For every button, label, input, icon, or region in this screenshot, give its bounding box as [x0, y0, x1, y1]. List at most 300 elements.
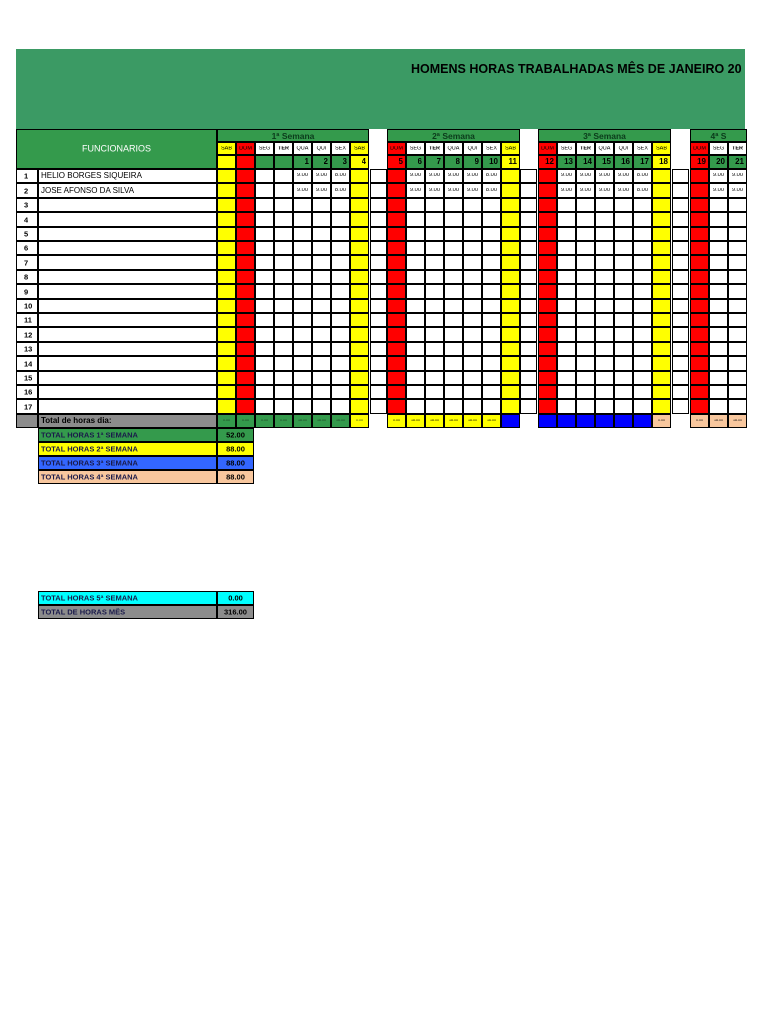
hours-cell[interactable] — [463, 371, 482, 385]
hours-cell[interactable] — [293, 198, 312, 212]
employee-name-cell[interactable] — [38, 212, 217, 227]
hours-cell[interactable] — [652, 371, 671, 385]
hours-cell[interactable] — [709, 399, 728, 414]
gap-cell[interactable] — [520, 270, 537, 284]
gap-cell[interactable] — [672, 342, 689, 356]
hours-cell[interactable] — [274, 169, 293, 183]
day-total-cell[interactable] — [312, 414, 331, 428]
gap-cell[interactable] — [520, 284, 537, 299]
hours-cell[interactable] — [312, 371, 331, 385]
day-total-cell[interactable] — [444, 414, 463, 428]
hours-cell[interactable] — [444, 327, 463, 342]
hours-cell[interactable] — [538, 327, 557, 342]
gap-cell[interactable] — [520, 255, 537, 270]
hours-cell[interactable] — [557, 327, 576, 342]
hours-cell[interactable] — [690, 399, 709, 414]
day-total-cell[interactable] — [501, 414, 520, 428]
hours-cell[interactable] — [576, 183, 595, 198]
hours-cell[interactable] — [387, 270, 406, 284]
hours-cell[interactable] — [444, 227, 463, 241]
hours-cell[interactable] — [690, 342, 709, 356]
day-total-cell[interactable] — [709, 414, 728, 428]
hours-cell[interactable] — [576, 327, 595, 342]
summary-label-cell[interactable] — [38, 442, 217, 456]
day-number-cell[interactable] — [690, 155, 709, 169]
gap-cell[interactable] — [370, 241, 387, 255]
day-abbr-cell[interactable] — [709, 142, 728, 155]
hours-cell[interactable] — [312, 183, 331, 198]
hours-cell[interactable] — [728, 284, 747, 299]
day-abbr-cell[interactable] — [728, 142, 747, 155]
hours-cell[interactable] — [387, 227, 406, 241]
hours-cell[interactable] — [463, 241, 482, 255]
gap-cell[interactable] — [672, 270, 689, 284]
hours-cell[interactable] — [538, 385, 557, 399]
employee-name-cell[interactable] — [38, 169, 217, 183]
hours-cell[interactable] — [538, 255, 557, 270]
hours-cell[interactable] — [728, 169, 747, 183]
hours-cell[interactable] — [444, 356, 463, 371]
hours-cell[interactable] — [217, 198, 236, 212]
row-number-cell[interactable] — [16, 342, 38, 356]
hours-cell[interactable] — [217, 313, 236, 327]
day-total-cell[interactable] — [576, 414, 595, 428]
hours-cell[interactable] — [406, 241, 425, 255]
hours-cell[interactable] — [690, 371, 709, 385]
hours-cell[interactable] — [331, 371, 350, 385]
hours-cell[interactable] — [463, 183, 482, 198]
hours-cell[interactable] — [444, 212, 463, 227]
gap-cell[interactable] — [370, 327, 387, 342]
hours-cell[interactable] — [463, 385, 482, 399]
day-abbr-cell[interactable] — [482, 142, 501, 155]
day-number-cell[interactable] — [614, 155, 633, 169]
hours-cell[interactable] — [425, 399, 444, 414]
hours-cell[interactable] — [482, 385, 501, 399]
hours-cell[interactable] — [463, 198, 482, 212]
hours-cell[interactable] — [463, 169, 482, 183]
hours-cell[interactable] — [236, 399, 255, 414]
hours-cell[interactable] — [463, 270, 482, 284]
day-abbr-cell[interactable] — [274, 142, 293, 155]
employees-header[interactable] — [16, 129, 217, 169]
hours-cell[interactable] — [312, 284, 331, 299]
hours-cell[interactable] — [652, 342, 671, 356]
hours-cell[interactable] — [557, 385, 576, 399]
hours-cell[interactable] — [463, 255, 482, 270]
hours-cell[interactable] — [501, 284, 520, 299]
hours-cell[interactable] — [595, 327, 614, 342]
day-abbr-cell[interactable] — [444, 142, 463, 155]
hours-cell[interactable] — [557, 270, 576, 284]
day-number-cell[interactable] — [538, 155, 557, 169]
hours-cell[interactable] — [576, 342, 595, 356]
day-number-cell[interactable] — [217, 155, 236, 169]
hours-cell[interactable] — [293, 399, 312, 414]
hours-cell[interactable] — [482, 169, 501, 183]
hours-cell[interactable] — [406, 255, 425, 270]
gap-cell[interactable] — [370, 371, 387, 385]
hours-cell[interactable] — [728, 212, 747, 227]
day-total-cell[interactable] — [538, 414, 557, 428]
hours-cell[interactable] — [482, 342, 501, 356]
hours-cell[interactable] — [595, 342, 614, 356]
hours-cell[interactable] — [350, 284, 369, 299]
gap-cell[interactable] — [520, 356, 537, 371]
hours-cell[interactable] — [331, 356, 350, 371]
hours-cell[interactable] — [595, 212, 614, 227]
hours-cell[interactable] — [614, 183, 633, 198]
hours-cell[interactable] — [614, 284, 633, 299]
hours-cell[interactable] — [331, 212, 350, 227]
hours-cell[interactable] — [350, 299, 369, 313]
hours-cell[interactable] — [274, 385, 293, 399]
hours-cell[interactable] — [538, 299, 557, 313]
gap-cell[interactable] — [370, 385, 387, 399]
hours-cell[interactable] — [331, 198, 350, 212]
hours-cell[interactable] — [425, 385, 444, 399]
hours-cell[interactable] — [652, 299, 671, 313]
hours-cell[interactable] — [614, 371, 633, 385]
hours-cell[interactable] — [236, 270, 255, 284]
hours-cell[interactable] — [425, 183, 444, 198]
day-number-cell[interactable] — [350, 155, 369, 169]
hours-cell[interactable] — [709, 270, 728, 284]
hours-cell[interactable] — [482, 371, 501, 385]
hours-cell[interactable] — [709, 342, 728, 356]
hours-cell[interactable] — [331, 227, 350, 241]
hours-cell[interactable] — [236, 227, 255, 241]
hours-cell[interactable] — [387, 183, 406, 198]
day-total-cell[interactable] — [728, 414, 747, 428]
gap-cell[interactable] — [672, 371, 689, 385]
hours-cell[interactable] — [463, 284, 482, 299]
hours-cell[interactable] — [274, 227, 293, 241]
row-number-cell[interactable] — [16, 183, 38, 198]
hours-cell[interactable] — [482, 327, 501, 342]
hours-cell[interactable] — [595, 255, 614, 270]
gap-cell[interactable] — [520, 183, 537, 198]
gap-cell[interactable] — [520, 299, 537, 313]
hours-cell[interactable] — [690, 270, 709, 284]
hours-cell[interactable] — [236, 299, 255, 313]
hours-cell[interactable] — [463, 327, 482, 342]
hours-cell[interactable] — [576, 356, 595, 371]
hours-cell[interactable] — [406, 385, 425, 399]
hours-cell[interactable] — [425, 284, 444, 299]
hours-cell[interactable] — [444, 255, 463, 270]
gap-cell[interactable] — [520, 241, 537, 255]
hours-cell[interactable] — [633, 356, 652, 371]
hours-cell[interactable] — [463, 212, 482, 227]
hours-cell[interactable] — [255, 385, 274, 399]
employee-name-cell[interactable] — [38, 299, 217, 313]
gap-cell[interactable] — [370, 270, 387, 284]
row-number-cell[interactable] — [16, 198, 38, 212]
day-number-cell[interactable] — [709, 155, 728, 169]
hours-cell[interactable] — [425, 371, 444, 385]
hours-cell[interactable] — [482, 227, 501, 241]
employee-name-cell[interactable] — [38, 356, 217, 371]
row-number-cell[interactable] — [16, 356, 38, 371]
day-total-cell[interactable] — [293, 414, 312, 428]
gap-cell[interactable] — [520, 385, 537, 399]
hours-cell[interactable] — [406, 270, 425, 284]
summary-label-cell[interactable] — [38, 591, 217, 605]
day-abbr-cell[interactable] — [236, 142, 255, 155]
hours-cell[interactable] — [576, 284, 595, 299]
hours-cell[interactable] — [576, 399, 595, 414]
hours-cell[interactable] — [557, 255, 576, 270]
hours-cell[interactable] — [255, 212, 274, 227]
gap-cell[interactable] — [672, 227, 689, 241]
hours-cell[interactable] — [728, 299, 747, 313]
hours-cell[interactable] — [293, 327, 312, 342]
hours-cell[interactable] — [350, 212, 369, 227]
hours-cell[interactable] — [482, 255, 501, 270]
hours-cell[interactable] — [444, 313, 463, 327]
hours-cell[interactable] — [444, 342, 463, 356]
hours-cell[interactable] — [614, 212, 633, 227]
hours-cell[interactable] — [387, 371, 406, 385]
hours-cell[interactable] — [501, 299, 520, 313]
hours-cell[interactable] — [274, 356, 293, 371]
hours-cell[interactable] — [217, 385, 236, 399]
hours-cell[interactable] — [576, 169, 595, 183]
day-total-cell[interactable] — [387, 414, 406, 428]
hours-cell[interactable] — [217, 169, 236, 183]
hours-cell[interactable] — [633, 270, 652, 284]
hours-cell[interactable] — [387, 399, 406, 414]
hours-cell[interactable] — [274, 371, 293, 385]
hours-cell[interactable] — [255, 371, 274, 385]
hours-cell[interactable] — [501, 385, 520, 399]
gap-cell[interactable] — [370, 284, 387, 299]
hours-cell[interactable] — [331, 342, 350, 356]
gap-cell[interactable] — [520, 371, 537, 385]
hours-cell[interactable] — [614, 198, 633, 212]
hours-cell[interactable] — [217, 227, 236, 241]
day-total-cell[interactable] — [690, 414, 709, 428]
summary-value-cell[interactable] — [217, 470, 254, 484]
hours-cell[interactable] — [595, 227, 614, 241]
hours-cell[interactable] — [350, 385, 369, 399]
hours-cell[interactable] — [728, 371, 747, 385]
employee-name-cell[interactable] — [38, 227, 217, 241]
day-abbr-cell[interactable] — [501, 142, 520, 155]
hours-cell[interactable] — [425, 227, 444, 241]
gap-cell[interactable] — [672, 356, 689, 371]
day-number-cell[interactable] — [482, 155, 501, 169]
hours-cell[interactable] — [350, 270, 369, 284]
gap-cell[interactable] — [672, 169, 689, 183]
gap-cell[interactable] — [370, 227, 387, 241]
hours-cell[interactable] — [274, 183, 293, 198]
row-number-cell[interactable] — [16, 399, 38, 414]
hours-cell[interactable] — [557, 183, 576, 198]
gap-cell[interactable] — [672, 241, 689, 255]
hours-cell[interactable] — [576, 227, 595, 241]
day-abbr-cell[interactable] — [633, 142, 652, 155]
gap-cell[interactable] — [370, 183, 387, 198]
hours-cell[interactable] — [236, 241, 255, 255]
hours-cell[interactable] — [255, 313, 274, 327]
hours-cell[interactable] — [728, 183, 747, 198]
day-abbr-cell[interactable] — [255, 142, 274, 155]
row-number-cell[interactable] — [16, 299, 38, 313]
hours-cell[interactable] — [406, 356, 425, 371]
day-abbr-cell[interactable] — [293, 142, 312, 155]
hours-cell[interactable] — [236, 385, 255, 399]
week-header[interactable] — [690, 129, 747, 142]
hours-cell[interactable] — [614, 241, 633, 255]
hours-cell[interactable] — [614, 313, 633, 327]
summary-value-cell[interactable] — [217, 442, 254, 456]
day-number-cell[interactable] — [576, 155, 595, 169]
hours-cell[interactable] — [312, 313, 331, 327]
hours-cell[interactable] — [690, 255, 709, 270]
summary-label-cell[interactable] — [38, 428, 217, 442]
hours-cell[interactable] — [293, 371, 312, 385]
hours-cell[interactable] — [538, 227, 557, 241]
gap-cell[interactable] — [520, 313, 537, 327]
hours-cell[interactable] — [501, 183, 520, 198]
gap-cell[interactable] — [520, 212, 537, 227]
day-total-cell[interactable] — [425, 414, 444, 428]
gap-cell[interactable] — [370, 356, 387, 371]
hours-cell[interactable] — [274, 198, 293, 212]
hours-cell[interactable] — [236, 371, 255, 385]
hours-cell[interactable] — [387, 313, 406, 327]
hours-cell[interactable] — [463, 342, 482, 356]
hours-cell[interactable] — [312, 198, 331, 212]
hours-cell[interactable] — [425, 327, 444, 342]
hours-cell[interactable] — [236, 255, 255, 270]
hours-cell[interactable] — [690, 313, 709, 327]
hours-cell[interactable] — [576, 255, 595, 270]
hours-cell[interactable] — [690, 356, 709, 371]
hours-cell[interactable] — [312, 327, 331, 342]
hours-cell[interactable] — [557, 169, 576, 183]
hours-cell[interactable] — [444, 399, 463, 414]
hours-cell[interactable] — [690, 385, 709, 399]
hours-cell[interactable] — [236, 183, 255, 198]
gap-cell[interactable] — [370, 313, 387, 327]
hours-cell[interactable] — [709, 313, 728, 327]
day-number-cell[interactable] — [633, 155, 652, 169]
hours-cell[interactable] — [444, 371, 463, 385]
hours-cell[interactable] — [633, 255, 652, 270]
gap-cell[interactable] — [520, 227, 537, 241]
employee-name-cell[interactable] — [38, 385, 217, 399]
hours-cell[interactable] — [444, 270, 463, 284]
hours-cell[interactable] — [690, 241, 709, 255]
day-abbr-cell[interactable] — [690, 142, 709, 155]
row-number-cell[interactable] — [16, 227, 38, 241]
hours-cell[interactable] — [690, 227, 709, 241]
hours-cell[interactable] — [406, 371, 425, 385]
hours-cell[interactable] — [614, 299, 633, 313]
hours-cell[interactable] — [312, 255, 331, 270]
hours-cell[interactable] — [425, 169, 444, 183]
hours-cell[interactable] — [217, 342, 236, 356]
hours-cell[interactable] — [538, 241, 557, 255]
hours-cell[interactable] — [274, 399, 293, 414]
hours-cell[interactable] — [614, 169, 633, 183]
hours-cell[interactable] — [652, 241, 671, 255]
hours-cell[interactable] — [709, 371, 728, 385]
hours-cell[interactable] — [501, 212, 520, 227]
hours-cell[interactable] — [406, 299, 425, 313]
hours-cell[interactable] — [633, 299, 652, 313]
hours-cell[interactable] — [709, 212, 728, 227]
summary-value-cell[interactable] — [217, 605, 254, 619]
hours-cell[interactable] — [709, 183, 728, 198]
hours-cell[interactable] — [293, 241, 312, 255]
hours-cell[interactable] — [312, 270, 331, 284]
employee-name-cell[interactable] — [38, 313, 217, 327]
hours-cell[interactable] — [217, 284, 236, 299]
hours-cell[interactable] — [728, 399, 747, 414]
hours-cell[interactable] — [690, 299, 709, 313]
gap-cell[interactable] — [672, 399, 689, 414]
hours-cell[interactable] — [538, 342, 557, 356]
hours-cell[interactable] — [350, 342, 369, 356]
day-number-cell[interactable] — [236, 155, 255, 169]
hours-cell[interactable] — [690, 327, 709, 342]
hours-cell[interactable] — [331, 255, 350, 270]
hours-cell[interactable] — [293, 385, 312, 399]
day-abbr-cell[interactable] — [350, 142, 369, 155]
hours-cell[interactable] — [576, 212, 595, 227]
hours-cell[interactable] — [425, 342, 444, 356]
hours-cell[interactable] — [482, 183, 501, 198]
hours-cell[interactable] — [482, 270, 501, 284]
hours-cell[interactable] — [350, 371, 369, 385]
hours-cell[interactable] — [595, 241, 614, 255]
hours-cell[interactable] — [406, 399, 425, 414]
hours-cell[interactable] — [312, 241, 331, 255]
hours-cell[interactable] — [595, 371, 614, 385]
day-abbr-cell[interactable] — [217, 142, 236, 155]
total-row-spacer[interactable] — [16, 414, 38, 428]
hours-cell[interactable] — [255, 198, 274, 212]
day-total-cell[interactable] — [557, 414, 576, 428]
hours-cell[interactable] — [557, 299, 576, 313]
gap-cell[interactable] — [370, 212, 387, 227]
hours-cell[interactable] — [595, 299, 614, 313]
hours-cell[interactable] — [501, 342, 520, 356]
hours-cell[interactable] — [463, 299, 482, 313]
day-abbr-cell[interactable] — [595, 142, 614, 155]
hours-cell[interactable] — [406, 183, 425, 198]
hours-cell[interactable] — [633, 198, 652, 212]
hours-cell[interactable] — [709, 241, 728, 255]
employee-name-cell[interactable] — [38, 255, 217, 270]
day-number-cell[interactable] — [444, 155, 463, 169]
day-total-cell[interactable] — [406, 414, 425, 428]
hours-cell[interactable] — [557, 227, 576, 241]
hours-cell[interactable] — [652, 227, 671, 241]
hours-cell[interactable] — [293, 255, 312, 270]
hours-cell[interactable] — [312, 212, 331, 227]
hours-cell[interactable] — [255, 270, 274, 284]
employee-name-cell[interactable] — [38, 270, 217, 284]
hours-cell[interactable] — [312, 169, 331, 183]
hours-cell[interactable] — [557, 198, 576, 212]
summary-value-cell[interactable] — [217, 456, 254, 470]
hours-cell[interactable] — [576, 299, 595, 313]
